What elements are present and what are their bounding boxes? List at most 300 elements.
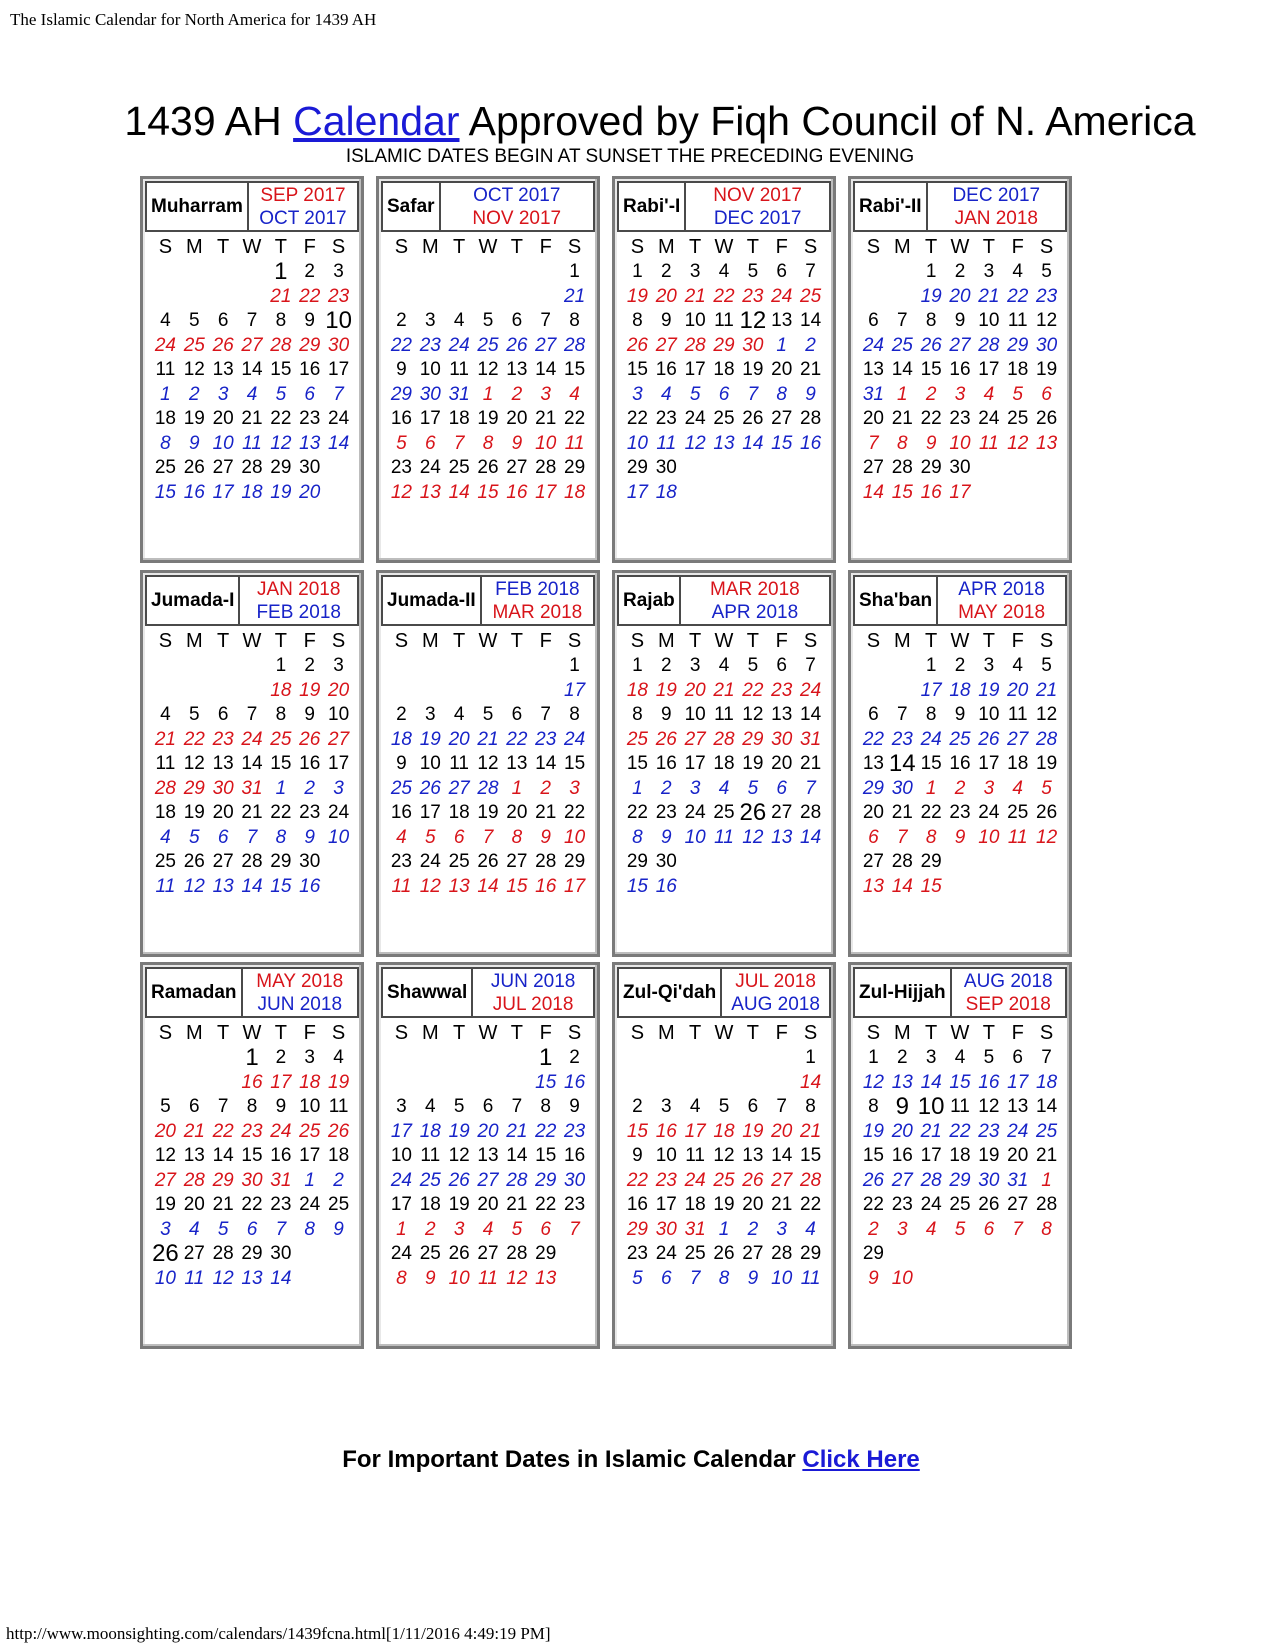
- islamic-day: 22: [862, 1194, 884, 1215]
- islamic-day: 22: [626, 408, 648, 429]
- gregorian-day: 5: [1012, 384, 1023, 405]
- gregorian-day: [710, 1070, 739, 1095]
- islamic-date-row: [859, 801, 1061, 825]
- gregorian-day: 4: [246, 384, 258, 405]
- gregorian-day: 20: [949, 286, 971, 307]
- gregorian-month-second: MAY 2018: [958, 601, 1046, 623]
- gregorian-day: 17: [390, 1121, 412, 1142]
- gregorian-month-first: MAR 2018: [709, 578, 800, 600]
- islamic-date-row: [623, 358, 825, 382]
- islamic-date-row: [387, 358, 589, 382]
- gregorian-day: [767, 480, 796, 505]
- islamic-day: 1: [275, 655, 287, 676]
- weekday-label: F: [1011, 1022, 1024, 1044]
- islamic-day: 1: [805, 1047, 816, 1068]
- weekday-label: T: [510, 236, 523, 258]
- islamic-day: 15: [535, 1145, 557, 1166]
- gregorian-months: [686, 183, 829, 230]
- gregorian-day: 3: [776, 1219, 787, 1240]
- islamic-day: 17: [655, 1194, 677, 1215]
- weekday-label: W: [950, 236, 970, 258]
- islamic-day: 22: [270, 408, 292, 429]
- weekday-label: S: [1039, 236, 1054, 258]
- islamic-day: 5: [188, 704, 200, 725]
- islamic-day: [888, 654, 917, 678]
- gregorian-day: 2: [188, 384, 200, 405]
- islamic-day: 10: [419, 753, 441, 774]
- weekday-label: M: [421, 1022, 439, 1044]
- islamic-day: 12: [477, 753, 499, 774]
- gregorian-day: 4: [188, 1219, 200, 1240]
- gregorian-day: 29: [390, 384, 412, 405]
- gregorian-month-second: AUG 2018: [731, 993, 820, 1015]
- gregorian-day: 5: [689, 384, 701, 405]
- islamic-day: 24: [328, 802, 350, 823]
- islamic-day: 23: [564, 1194, 586, 1215]
- islamic-day: 25: [684, 1243, 706, 1264]
- weekday-label: S: [866, 236, 881, 258]
- gregorian-day: 3: [453, 1219, 465, 1240]
- islamic-day: 5: [747, 655, 759, 676]
- islamic-day: 21: [241, 408, 263, 429]
- gregorian-day: 27: [241, 335, 263, 356]
- gregorian-day: [180, 1070, 209, 1095]
- islamic-day: 6: [747, 1096, 759, 1117]
- gregorian-day: 4: [482, 1219, 494, 1240]
- gregorian-day: 18: [626, 680, 648, 701]
- islamic-day: 12: [154, 1145, 176, 1166]
- islamic-day: [324, 456, 353, 480]
- islamic-day: 2: [396, 704, 407, 725]
- weekday-label: S: [567, 630, 582, 652]
- gregorian-day: 24: [684, 1170, 706, 1191]
- gregorian-date-row: [623, 1119, 825, 1144]
- gregorian-day: 3: [689, 778, 701, 799]
- islamic-day: 4: [689, 1096, 701, 1117]
- islamic-day: 19: [1036, 359, 1058, 380]
- gregorian-day: 13: [535, 1268, 557, 1289]
- islamic-day: 15: [626, 753, 648, 774]
- islamic-day: 8: [632, 310, 643, 331]
- gregorian-day: 28: [684, 335, 706, 356]
- islamic-day: 20: [1007, 1145, 1029, 1166]
- gregorian-day: 6: [540, 1219, 551, 1240]
- gregorian-day: 27: [949, 335, 971, 356]
- islamic-day: 30: [655, 457, 677, 478]
- gregorian-day: 18: [270, 680, 292, 701]
- islamic-day: 27: [862, 851, 884, 872]
- gregorian-day: 21: [978, 286, 1000, 307]
- gregorian-day: 24: [862, 335, 884, 356]
- gregorian-day: 8: [1041, 1219, 1052, 1240]
- gregorian-day: 10: [212, 433, 234, 454]
- islamic-day: 26: [183, 851, 205, 872]
- gregorian-months: [473, 969, 593, 1016]
- islamic-day: 18: [713, 753, 735, 774]
- gregorian-day: 27: [448, 778, 470, 799]
- gregorian-day: 8: [776, 384, 787, 405]
- gregorian-day: 25: [477, 335, 499, 356]
- gregorian-day: 10: [684, 827, 706, 848]
- islamic-day: 25: [419, 1243, 441, 1264]
- gregorian-date-row: [623, 825, 825, 850]
- gregorian-date-row: [859, 1168, 1061, 1193]
- gregorian-day: [445, 284, 474, 309]
- islamic-day: [209, 260, 238, 284]
- islamic-day: 19: [448, 1194, 470, 1215]
- gregorian-day: 21: [154, 729, 176, 750]
- islamic-day: 15: [920, 359, 942, 380]
- gregorian-date-row: [623, 1070, 825, 1095]
- gregorian-day: 19: [978, 680, 1000, 701]
- islamic-day: [681, 1046, 710, 1070]
- islamic-day: [1003, 850, 1032, 874]
- islamic-day: 9: [304, 310, 315, 331]
- gregorian-day: 19: [920, 286, 942, 307]
- islamic-day: 29: [535, 1243, 557, 1264]
- gregorian-day: 20: [1007, 680, 1029, 701]
- islamic-day: [209, 1046, 238, 1070]
- islamic-day: 12: [477, 359, 499, 380]
- gregorian-day: 5: [396, 433, 407, 454]
- gregorian-day: 13: [419, 482, 441, 503]
- islamic-date-row: [151, 1095, 353, 1119]
- gregorian-day: 12: [183, 876, 205, 897]
- gregorian-day: 11: [242, 433, 262, 454]
- weekday-label: T: [746, 236, 759, 258]
- gregorian-day: [445, 1070, 474, 1095]
- islamic-day: 2: [275, 1047, 287, 1068]
- gregorian-date-row: [387, 776, 589, 801]
- gregorian-day: 4: [569, 384, 580, 405]
- islamic-day: 5: [160, 1096, 171, 1117]
- day-grid: [151, 235, 353, 505]
- gregorian-day: 10: [448, 1268, 470, 1289]
- islamic-day: 22: [800, 1194, 822, 1215]
- islamic-day: 16: [390, 408, 412, 429]
- gregorian-day: 16: [655, 1121, 677, 1142]
- calendar-link[interactable]: Calendar: [293, 98, 460, 144]
- islamic-day: 3: [333, 261, 344, 282]
- weekday-label: T: [274, 1022, 287, 1044]
- islamic-day: 3: [983, 261, 995, 282]
- gregorian-day: 9: [805, 384, 816, 405]
- islamic-day: 12: [713, 1145, 735, 1166]
- gregorian-day: 1: [511, 778, 523, 799]
- islamic-day: [209, 654, 238, 678]
- gregorian-day: 26: [212, 335, 234, 356]
- gregorian-day: [1032, 480, 1061, 505]
- islamic-day: 27: [212, 851, 234, 872]
- islamic-day: [1032, 1242, 1061, 1266]
- islamic-day: 3: [304, 1047, 315, 1068]
- month-name: Zul-Qi'dah: [619, 969, 722, 1016]
- gregorian-day: 12: [1036, 827, 1058, 848]
- gregorian-day: 7: [275, 1219, 287, 1240]
- gregorian-day: 14: [891, 876, 913, 897]
- gregorian-day: [859, 284, 888, 309]
- gregorian-day: 22: [713, 286, 735, 307]
- month-name: Jumada-II: [383, 577, 482, 624]
- gregorian-date-row: [387, 431, 589, 456]
- gregorian-day: 21: [684, 286, 706, 307]
- islamic-day: 18: [328, 1145, 350, 1166]
- day-grid: [623, 1021, 825, 1291]
- gregorian-day: 11: [978, 433, 999, 454]
- gregorian-day: 30: [212, 778, 234, 799]
- islamic-day: 30: [655, 851, 677, 872]
- gregorian-day: 26: [655, 729, 677, 750]
- islamic-day: 13: [862, 359, 884, 380]
- islamic-day: 15: [270, 753, 292, 774]
- gregorian-day: 6: [983, 1219, 995, 1240]
- gregorian-day: 7: [333, 384, 344, 405]
- islamic-day: 10: [684, 310, 706, 331]
- islamic-day: 3: [925, 1047, 937, 1068]
- islamic-day: [681, 456, 710, 480]
- gregorian-day: 5: [424, 827, 436, 848]
- islamic-day: 17: [390, 1194, 412, 1215]
- gregorian-day: 14: [241, 876, 263, 897]
- month-box-10: [376, 962, 600, 1349]
- gregorian-day: 30: [241, 1170, 263, 1191]
- gregorian-date-row: [623, 678, 825, 703]
- title-before: 1439 AH: [124, 98, 294, 144]
- gregorian-day: 8: [718, 1268, 730, 1289]
- weekday-label: S: [331, 630, 346, 652]
- islamic-date-row: [151, 1193, 353, 1217]
- gregorian-day: 1: [160, 384, 171, 405]
- islamic-day: 13: [506, 359, 528, 380]
- islamic-day: [416, 654, 445, 678]
- islamic-day: 29: [800, 1243, 822, 1264]
- islamic-day: [238, 260, 267, 284]
- islamic-date-row: [387, 1193, 589, 1217]
- gregorian-day: 29: [1007, 335, 1029, 356]
- gregorian-day: 17: [949, 482, 971, 503]
- islamic-day: 16: [390, 802, 412, 823]
- islamic-day: 6: [217, 310, 229, 331]
- gregorian-day: 16: [241, 1072, 263, 1093]
- islamic-day: 26: [978, 1194, 1000, 1215]
- islamic-day: 7: [246, 310, 258, 331]
- gregorian-day: 4: [396, 827, 407, 848]
- month-name: Rajab: [619, 577, 681, 624]
- gregorian-day: 30: [742, 335, 764, 356]
- gregorian-day: 21: [920, 1121, 942, 1142]
- gregorian-month-first: JUL 2018: [735, 970, 816, 992]
- gregorian-day: 24: [448, 335, 470, 356]
- click-here-link[interactable]: Click Here: [802, 1446, 920, 1473]
- gregorian-day: 30: [891, 778, 913, 799]
- islamic-day: [560, 1242, 589, 1266]
- islamic-day: 17: [978, 753, 1000, 774]
- day-grid: [387, 629, 589, 899]
- islamic-day: 14: [891, 359, 913, 380]
- gregorian-day: 23: [891, 729, 913, 750]
- islamic-date-row: [859, 1046, 1061, 1070]
- islamic-day: [445, 260, 474, 284]
- islamic-day: [387, 1046, 416, 1070]
- gregorian-day: [502, 678, 531, 703]
- gregorian-day: 18: [655, 482, 677, 503]
- gregorian-day: 24: [564, 729, 586, 750]
- islamic-day: 23: [949, 802, 971, 823]
- gregorian-day: 1: [632, 778, 643, 799]
- islamic-day: 21: [891, 802, 913, 823]
- islamic-date-row: [151, 752, 353, 776]
- gregorian-day: 20: [891, 1121, 913, 1142]
- islamic-day: 21: [506, 1194, 528, 1215]
- islamic-day: 13: [506, 753, 528, 774]
- islamic-day: 14: [241, 753, 263, 774]
- islamic-day: 22: [270, 802, 292, 823]
- islamic-day: 25: [448, 457, 470, 478]
- gregorian-day: 3: [896, 1219, 908, 1240]
- gregorian-day: 16: [299, 876, 321, 897]
- islamic-day: 28: [891, 851, 913, 872]
- islamic-day: 13: [742, 1145, 764, 1166]
- weekday-label: S: [803, 1022, 818, 1044]
- month-name: Zul-Hijjah: [855, 969, 952, 1016]
- gregorian-day: 17: [212, 482, 234, 503]
- gregorian-day: 14: [328, 433, 350, 454]
- page-title: [0, 98, 1275, 145]
- gregorian-date-row: [387, 1070, 589, 1095]
- gregorian-day: 27: [328, 729, 350, 750]
- gregorian-day: [560, 1266, 589, 1291]
- gregorian-day: [796, 480, 825, 505]
- day-grid: [387, 1021, 589, 1291]
- islamic-day: 24: [419, 851, 441, 872]
- gregorian-day: 19: [742, 1121, 764, 1142]
- gregorian-day: 17: [684, 1121, 706, 1142]
- islamic-day: 4: [1012, 261, 1023, 282]
- gregorian-day: [531, 678, 560, 703]
- islamic-day: 15: [564, 753, 586, 774]
- islamic-date-row: [387, 1144, 589, 1168]
- gregorian-day: [180, 678, 209, 703]
- islamic-day: 27: [506, 457, 528, 478]
- gregorian-month-second: NOV 2017: [472, 207, 562, 229]
- islamic-day: 2: [660, 655, 672, 676]
- weekday-label: T: [217, 630, 230, 652]
- islamic-day: 1: [925, 655, 937, 676]
- islamic-day: [974, 850, 1003, 874]
- gregorian-day: 2: [540, 778, 551, 799]
- islamic-day: 2: [954, 655, 966, 676]
- islamic-date-row: [387, 1046, 589, 1070]
- gregorian-day: 23: [564, 1121, 586, 1142]
- gregorian-day: 28: [506, 1170, 528, 1191]
- islamic-day: 28: [506, 1243, 528, 1264]
- gregorian-day: 7: [747, 384, 759, 405]
- gregorian-day: 31: [684, 1219, 706, 1240]
- weekday-label: T: [217, 1022, 230, 1044]
- gregorian-day: 28: [920, 1170, 942, 1191]
- islamic-date-row: [623, 654, 825, 678]
- islamic-day: [387, 654, 416, 678]
- title-after: Approved by Fiqh Council of N. America: [459, 98, 1196, 144]
- weekday-label: W: [478, 236, 498, 258]
- gregorian-day: 4: [1012, 778, 1023, 799]
- islamic-date-row: [151, 1242, 353, 1266]
- islamic-day: 29: [270, 457, 292, 478]
- day-grid: [387, 235, 589, 505]
- gregorian-date-row: [623, 727, 825, 752]
- gregorian-day: 13: [299, 433, 321, 454]
- gregorian-date-row: [387, 382, 589, 407]
- islamic-day: 28: [212, 1243, 234, 1264]
- islamic-day: 5: [453, 1096, 465, 1117]
- weekday-label: S: [1039, 1022, 1054, 1044]
- weekday-label: S: [866, 1022, 881, 1044]
- islamic-day: 8: [632, 704, 643, 725]
- islamic-day: 17: [920, 1145, 942, 1166]
- islamic-day: 3: [424, 704, 436, 725]
- gregorian-day: [474, 678, 503, 703]
- islamic-day: 22: [564, 408, 586, 429]
- gregorian-day: 27: [655, 335, 677, 356]
- islamic-day: 21: [800, 753, 822, 774]
- islamic-day: 11: [950, 1096, 970, 1117]
- islamic-day: 22: [535, 1194, 557, 1215]
- gregorian-date-row: [623, 284, 825, 309]
- islamic-day: 24: [978, 802, 1000, 823]
- gregorian-day: 2: [660, 778, 672, 799]
- gregorian-day: 31: [862, 384, 884, 405]
- gregorian-day: 9: [304, 827, 315, 848]
- islamic-day: 4: [333, 1047, 344, 1068]
- gregorian-day: 26: [328, 1121, 350, 1142]
- islamic-day: 2: [396, 310, 407, 331]
- gregorian-day: [324, 1266, 353, 1291]
- gregorian-day: 4: [925, 1219, 937, 1240]
- gregorian-day: 21: [800, 1121, 822, 1142]
- gregorian-day: 1: [776, 335, 787, 356]
- islamic-date-row: [859, 752, 1061, 776]
- islamic-day: 9: [895, 1093, 909, 1120]
- gregorian-day: [180, 284, 209, 309]
- gregorian-day: 31: [241, 778, 263, 799]
- islamic-day: 1: [539, 1044, 553, 1071]
- weekday-label: T: [925, 630, 938, 652]
- gregorian-day: 2: [925, 384, 937, 405]
- islamic-day: [738, 456, 767, 480]
- gregorian-day: 5: [188, 827, 200, 848]
- islamic-date-row: [387, 407, 589, 431]
- islamic-day: 18: [448, 408, 470, 429]
- islamic-date-row: [151, 850, 353, 874]
- gregorian-day: 12: [270, 433, 292, 454]
- islamic-day: 15: [241, 1145, 263, 1166]
- gregorian-day: [151, 1070, 180, 1095]
- islamic-day: 11: [685, 1145, 705, 1166]
- gregorian-date-row: [151, 1266, 353, 1291]
- islamic-day: 22: [920, 408, 942, 429]
- islamic-day: 12: [978, 1096, 1000, 1117]
- gregorian-day: [502, 1070, 531, 1095]
- islamic-day: 7: [1041, 1047, 1052, 1068]
- islamic-date-row: [151, 1144, 353, 1168]
- gregorian-day: 12: [419, 876, 441, 897]
- gregorian-day: 25: [800, 286, 822, 307]
- islamic-day: 14: [888, 750, 916, 777]
- islamic-date-row: [623, 752, 825, 776]
- weekday-label: W: [242, 1022, 262, 1044]
- islamic-day: 10: [978, 704, 1000, 725]
- islamic-day: 15: [800, 1145, 822, 1166]
